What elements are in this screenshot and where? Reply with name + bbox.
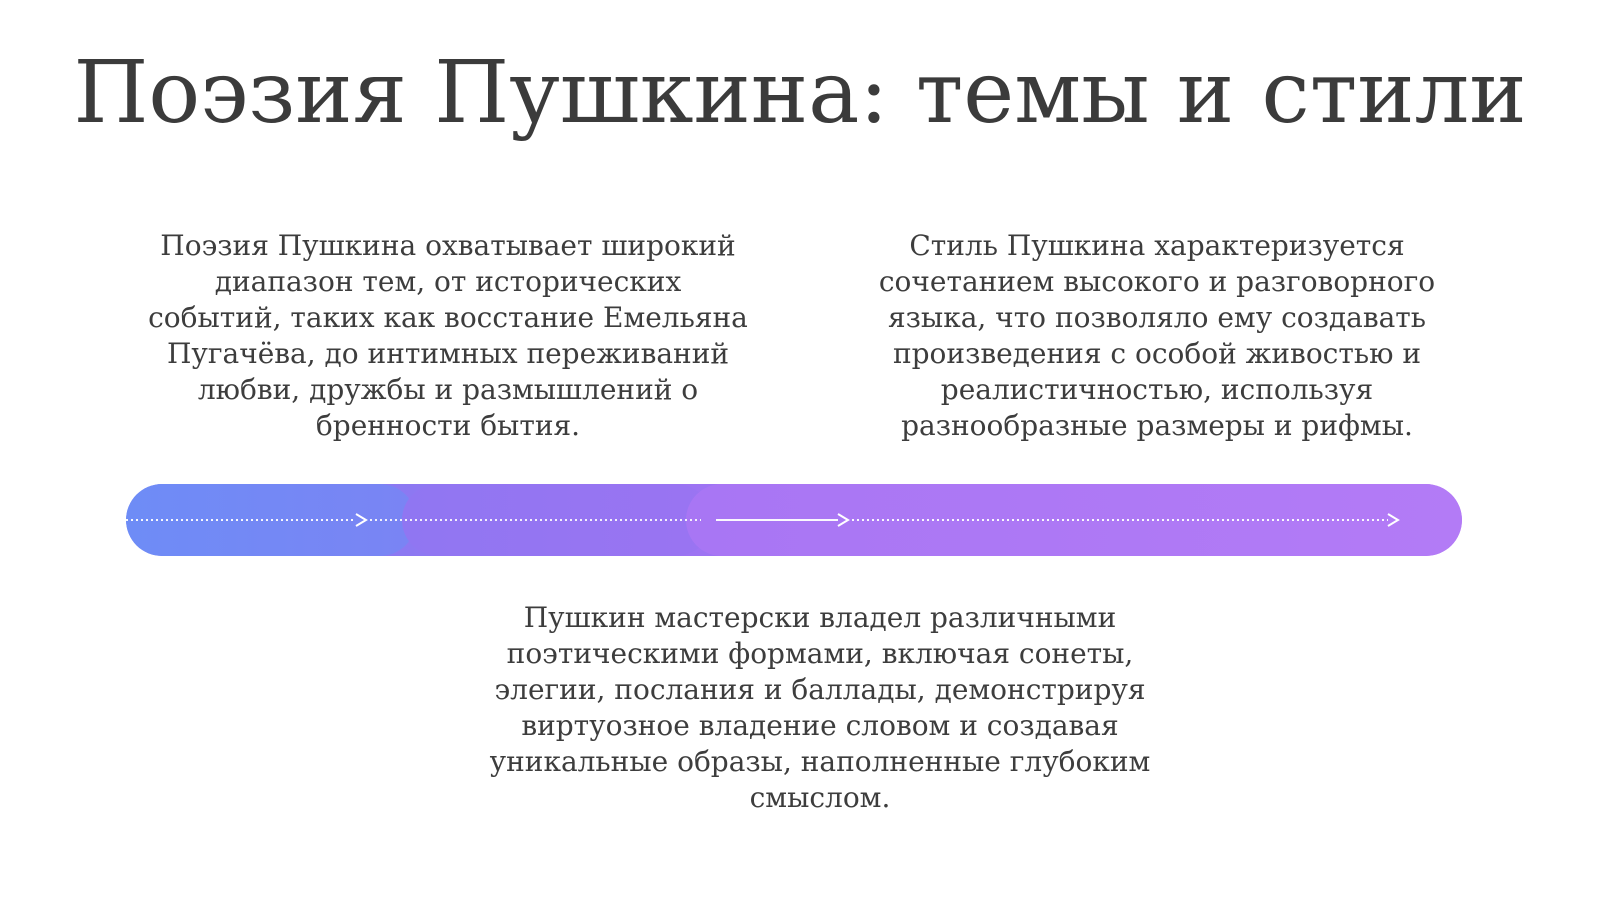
- arrow-right-icon: [356, 514, 366, 526]
- timeline-arrows: [126, 484, 1462, 556]
- themes-text: Поэзия Пушкина охватывает широкий диапазон тем, от исторических событий, таких как восстание Емельяна Пугачёва, до интимных переживаний любви, дружбы и размышлений о бренности бытия.: [148, 229, 748, 442]
- arrow-right-icon: [838, 514, 848, 526]
- style-text: Стиль Пушкина характеризуется сочетанием высокого и разговорного языка, что позволяло ему создавать произведения с особой живостью и реалистичностью, используя разнообразные размеры и рифмы.: [878, 229, 1436, 442]
- arrow-right-icon: [1388, 514, 1398, 526]
- forms-text: Пушкин мастерски владел различными поэтическими формами, включая сонеты, элегии, послания и баллады, демонстрируя виртуозное владение словом и создавая уникальные образы, наполненные глубоким смыслом.: [489, 601, 1151, 814]
- slide-title: Поэзия Пушкина: темы и стили: [73, 43, 1527, 143]
- timeline-bar: [126, 484, 1462, 556]
